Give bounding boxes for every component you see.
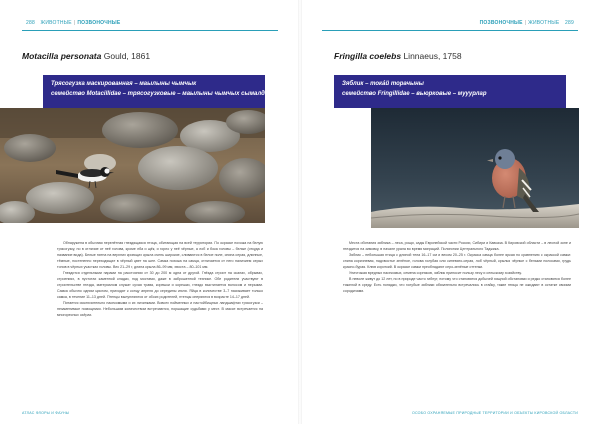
left-banner-line: семейство Motacillidae – трясогузковые – маылыны чымчых сымалдар <box>51 90 272 97</box>
left-subsection: ПОЗВОНОЧНЫЕ <box>77 20 121 26</box>
left-section: ЖИВОТНЫЕ <box>40 20 72 26</box>
right-species-title <box>334 51 462 61</box>
left-page-number: 288 <box>26 20 35 26</box>
right-species-banner <box>334 75 566 108</box>
right-paragraph: Уничтожая вредных насекомых, семена сорняков, зяблик приносит пользу лесу и сельскому хозяйству. <box>349 271 522 275</box>
left-paragraph: Питается исключительно насекомыми и их личинками. Вовсех пойменных и настойбищных ландшафтах трясогузки – незаменимые помощники. Небольшим количеством встречаются, поршащие судьбами у мест. В массе встречается на многоресных озёрах. <box>57 301 263 317</box>
left-banner-line: Трясогузка маскированная – маылыны чымчык <box>51 81 197 87</box>
right-header-rule <box>322 30 578 31</box>
right-paragraph: Зяблик – небольшая птица с длиной тела 16–17 см и весом 20–25 г. Окраска самца более яркая по сравнению с окраской самки: спина коричневая, надхвостье зелёное, голова голубая или синевато-серая, лоб чёрный, крылья чёрные с белыми полосами, грудь красно-бурая. Клюв короткий. В окраске самки преобладают серо-зелёные оттенки. <box>343 253 571 269</box>
right-banner-line: семейство Fringillidae – вьюрковые – мууурлар <box>342 90 487 97</box>
right-banner-line: Зяблик – тока́й торачыны <box>342 81 424 87</box>
right-paragraph: Места обитания зяблика – леса, рощи, сады Европейской части России, Сибири и Кавказа. В Кировской области – в лесной зоне и гнездится на зимовку, в начале урала во время миграций. Полигонии Центрального Таджика. <box>343 241 571 251</box>
right-running-head: ПОЗВОНОЧНЫЕ | ЖИВОТНЫЕ 289 <box>479 20 574 26</box>
right-species-latin: Fringilla coelebs <box>334 51 402 61</box>
right-body-text <box>343 240 571 294</box>
wagtail-photo-image <box>0 108 265 223</box>
wagtail-photo <box>0 108 265 223</box>
left-species-latin: Motacilla personata <box>22 51 102 61</box>
right-section: ПОЗВОНОЧНЫЕ <box>479 20 523 26</box>
left-footer: АТЛАС ФЛОРЫ И ФАУНЫ <box>22 411 70 415</box>
chaffinch-photo <box>371 108 579 228</box>
left-header-rule <box>22 30 278 31</box>
right-species-author: Linnaeus, 1758 <box>403 51 462 61</box>
left-species-author: Gould, 1861 <box>103 51 151 61</box>
left-body-text <box>57 240 263 318</box>
right-subsection: ЖИВОТНЫЕ <box>528 20 560 26</box>
chaffinch-photo-image <box>371 108 579 228</box>
right-footer: ОСОБО ОХРАНЯЕМЫЕ ПРИРОДНЫЕ ТЕРРИТОРИИ И ОБЪЕКТЫ КИРОВСКОЙ ОБЛАСТИ <box>411 411 578 415</box>
left-paragraph: Обнаружена в обычная перелётная гнездящаяся птица, обитающая на всей территории. По окраске похожа на белую трясогузку, но в отличие от неё голова, кроме лба и щёк, и горло у неё чёрные, а лоб и бока головы – белые (откуда и название вида). Белые пятна на верхних кроющих крыла очень широкие, сливаются в белое поле, спина серая, длинные, тёмные, постепенно переходящие в чёрный цвет на шее. Самка похожа на самца, отличается от него наличием серых тонов в чёрных участках головы. Вес 21–29 г, длина крыла 86–99 мм, хвоста – 80–101 мм. <box>57 241 263 269</box>
left-paragraph: Гнездится отдельными парами на расстоянии от 30 до 200 м одна от другой. Гнёзда строит на скалах, обрывах, строениях, в пустотах каменной кладки, под мостами, даже в заброшенной технике. Обе родители участвуют в строительстве гнезда, материалом служат сухая трава, корешки и корешки, гнездо выстилается волосом и перьями. Самка обычно одним циклом, приходят к концу апреля до середины июля. Яйца в количестве 3–7 насиживает только самка, в течение 11–13 дней. Птенцы вылупляются от обоих родителей, птенцы оперяются в возрасте 14–17 дней. <box>57 271 263 299</box>
right-page-number: 289 <box>565 20 574 26</box>
left-species-banner <box>43 75 272 108</box>
right-paragraph: В неволе живут до 12 лет, но в природе часто гибнут, потому что становятся добычей хищной обстановки и редко становятся более тяжелой в среду. Есть попадки, что голубые зяблики обязательно встречались в стайку, такие птицы не ожидают в остатке своими сородичами. <box>343 277 571 293</box>
right-page <box>300 0 600 424</box>
left-running-head: 288 ЖИВОТНЫЕ | ПОЗВОНОЧНЫЕ <box>26 20 121 26</box>
left-species-title <box>22 51 150 61</box>
